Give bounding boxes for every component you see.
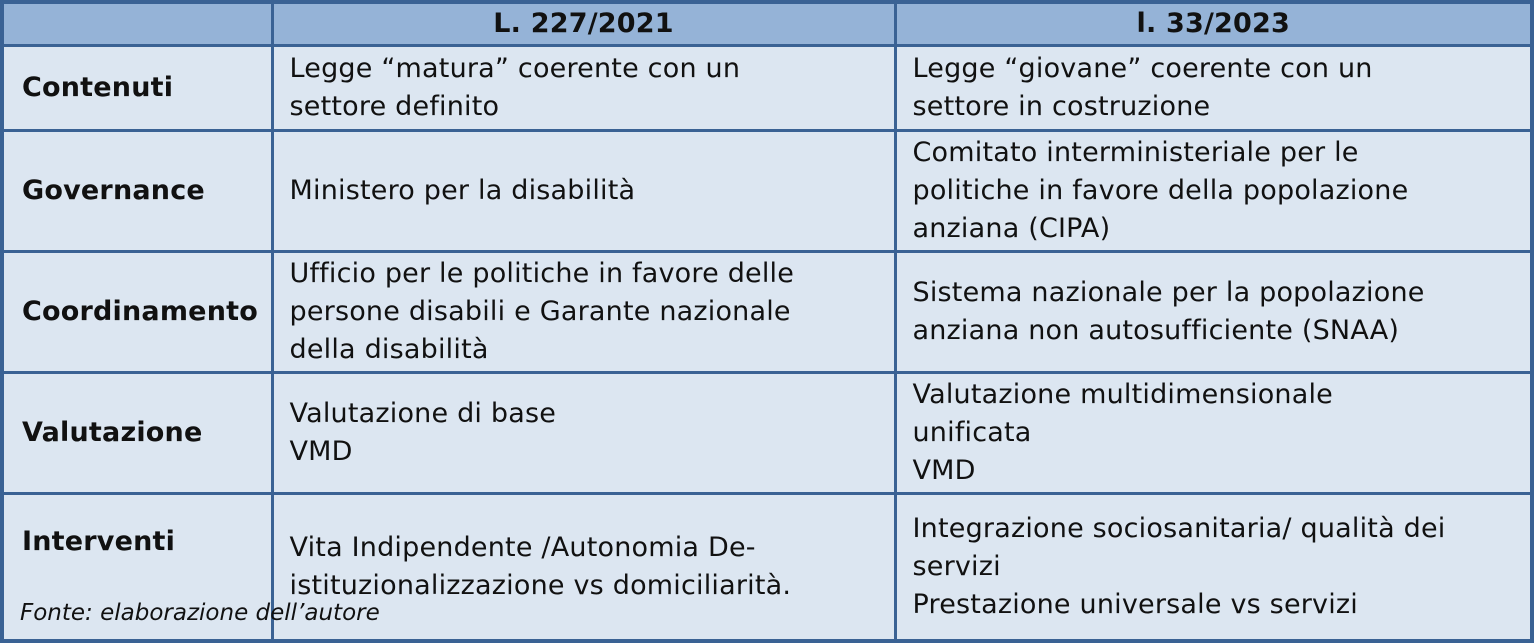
cell-l33 (895, 252, 1532, 373)
cell-line: istituzionalizzazione vs domiciliarità. (289, 570, 792, 601)
cell-l33 (895, 373, 1532, 494)
cell-l227 (272, 373, 895, 494)
cell-line: settore in costruzione (912, 91, 1211, 122)
header-law-227-2021: L. 227/2021 (272, 2, 895, 46)
source-caption: Fonte: elaborazione dell’autore (20, 600, 380, 626)
table-row-contenuti (2, 46, 1532, 131)
cell-line: settore definito (289, 91, 500, 122)
cell-line: anziana non autosufficiente (SNAA) (912, 315, 1400, 346)
cell-line: VMD (912, 455, 976, 486)
cell-line: anziana (CIPA) (912, 213, 1111, 244)
cell-l33 (895, 131, 1532, 252)
header-empty (2, 2, 272, 46)
cell-line: politiche in favore della popolazione (912, 175, 1409, 206)
cell-l33 (895, 46, 1532, 131)
cell-line: Comitato interministeriale per le (912, 137, 1359, 168)
cell-line: Valutazione multidimensionale (912, 379, 1333, 410)
cell-line: Legge “giovane” coerente con un (912, 53, 1373, 84)
cell-l33 (895, 494, 1532, 642)
table-row-coordinamento (2, 252, 1532, 373)
cell-line: Vita Indipendente /Autonomia De- (289, 532, 756, 563)
cell-line: Ufficio per le politiche in favore delle (289, 258, 795, 289)
row-label: Governance (2, 131, 272, 252)
table-row-valutazione (2, 373, 1532, 494)
cell-line: Valutazione di base (289, 398, 557, 429)
row-label: Valutazione (2, 373, 272, 494)
cell-line: Sistema nazionale per la popolazione (912, 277, 1425, 308)
row-label: Interventi (2, 494, 272, 642)
cell-l227 (272, 46, 895, 131)
cell-l227 (272, 252, 895, 373)
cell-line: Prestazione universale vs servizi (912, 589, 1359, 620)
cell-line: Ministero per la disabilità (289, 175, 636, 206)
cell-line: VMD (289, 436, 353, 467)
row-label: Coordinamento (2, 252, 272, 373)
cell-line: persone disabili e Garante nazionale (289, 296, 791, 327)
table-row-governance (2, 131, 1532, 252)
cell-line: servizi (912, 551, 1001, 582)
cell-line: unificata (912, 417, 1032, 448)
cell-l227 (272, 131, 895, 252)
header-law-33-2023: l. 33/2023 (895, 2, 1532, 46)
cell-line: Integrazione sociosanitaria/ qualità dei (912, 513, 1446, 544)
cell-line: della disabilità (289, 334, 489, 365)
row-label: Contenuti (2, 46, 272, 131)
cell-line: Legge “matura” coerente con un (289, 53, 741, 84)
header-row (2, 2, 1532, 46)
